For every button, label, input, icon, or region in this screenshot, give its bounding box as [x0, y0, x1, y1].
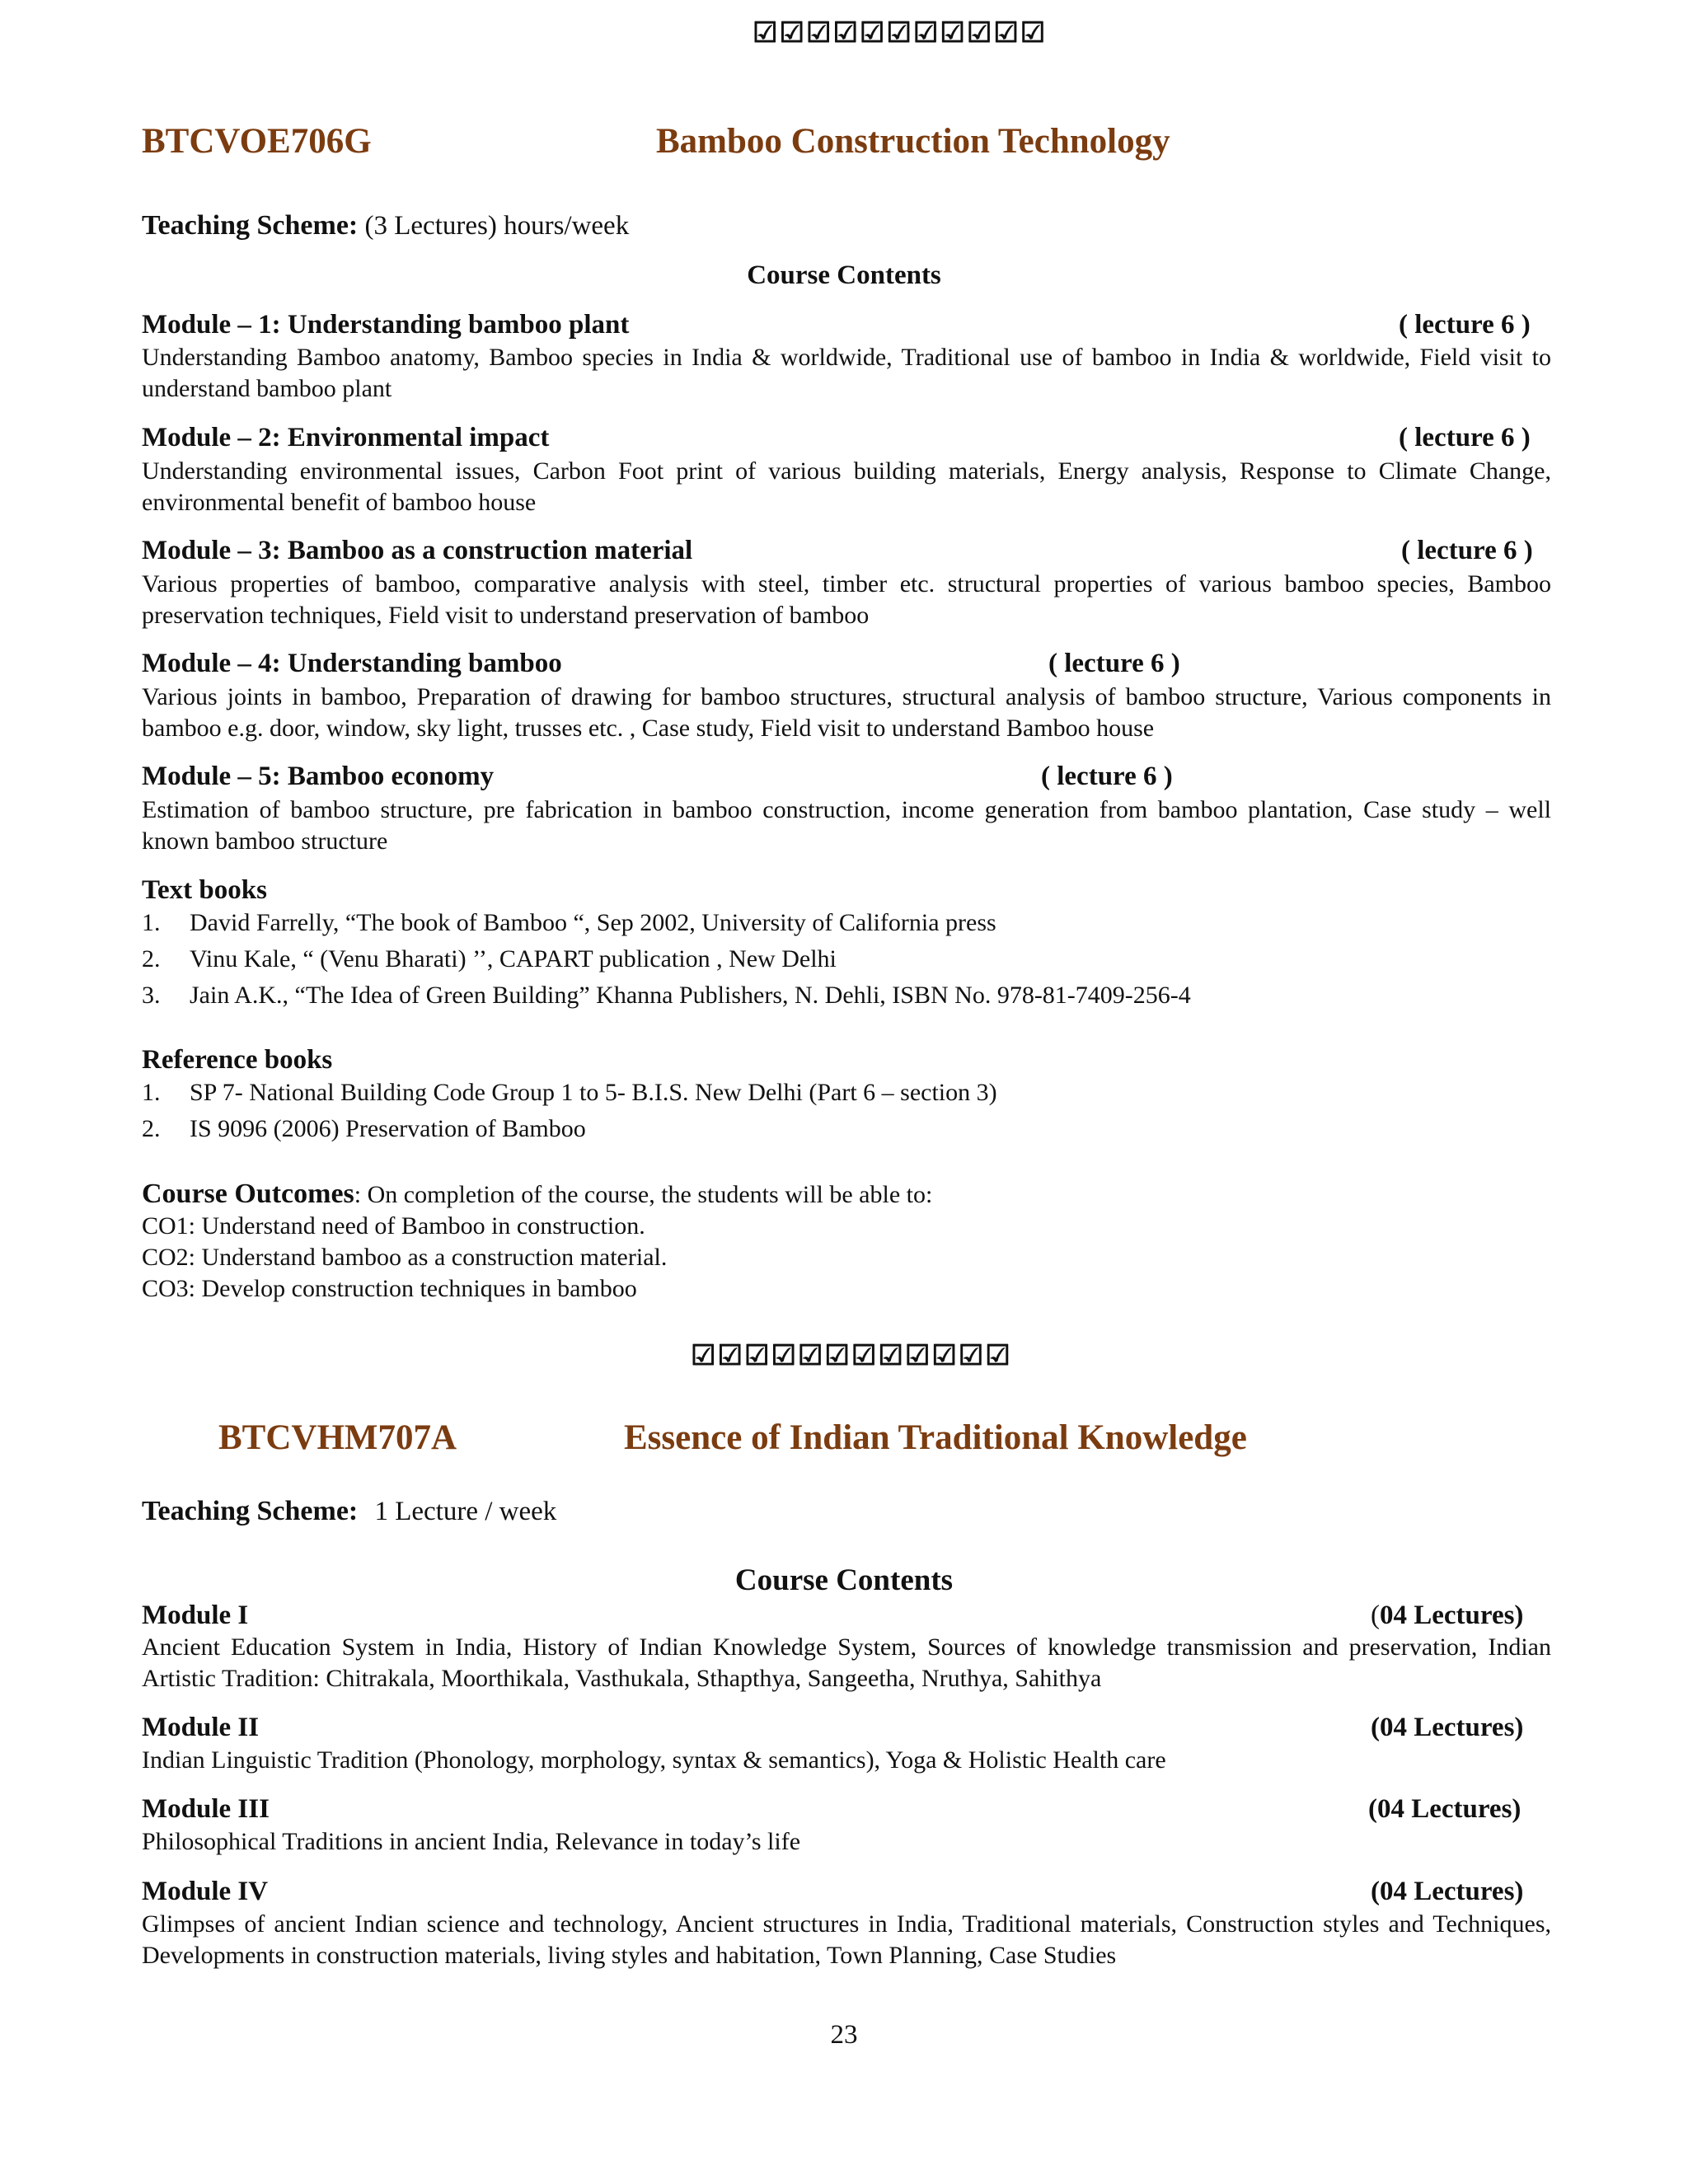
course-contents-heading: Course Contents	[747, 260, 941, 290]
course-outcomes-intro: Course Outcomes: On completion of the course, the students will be able to:	[142, 1179, 933, 1209]
module-lectures: ( lecture 6 )	[1401, 536, 1533, 565]
decorative-checkbox-row-middle: ☑☑☑☑☑☑☑☑☑☑☑☑	[691, 1341, 1012, 1371]
teaching-scheme	[142, 1496, 556, 1527]
course-outcome-item: CO2: Understand bamboo as a construction material.	[142, 1244, 668, 1271]
teaching-scheme-value: (3 Lectures) hours/week	[364, 211, 630, 241]
module-title: Module – 1: Understanding bamboo plant	[142, 310, 630, 340]
textbooks-list	[142, 905, 1191, 1014]
course-title: Essence of Indian Traditional Knowledge	[624, 1418, 1247, 1457]
reference-books-heading: Reference books	[142, 1045, 333, 1075]
module-description: Indian Linguistic Tradition (Phonology, morphology, syntax & semantics), Yoga & Holistic Health care	[142, 1746, 1166, 1774]
teaching-scheme-value: 1 Lecture / week	[374, 1497, 557, 1526]
course-contents-heading: Course Contents	[734, 1563, 954, 1597]
module-lectures: ( lecture 6 )	[1041, 762, 1173, 791]
course-title: Bamboo Construction Technology	[656, 122, 1170, 161]
list-item: 1. SP 7- National Building Code Group 1 to 5- B.I.S. New Delhi (Part 6 – section 3)	[142, 1079, 997, 1106]
module-title: Module – 4: Understanding bamboo	[142, 649, 562, 678]
module-title: Module – 3: Bamboo as a construction material	[142, 536, 693, 565]
teaching-scheme	[142, 210, 629, 241]
textbooks-heading: Text books	[142, 875, 267, 905]
reference-books-list	[142, 1075, 997, 1147]
module-title: Module I	[142, 1601, 249, 1630]
module-title: Module III	[142, 1794, 270, 1824]
module-lectures: ( lecture 6 )	[1399, 423, 1531, 452]
module-title: Module II	[142, 1713, 260, 1742]
course-code: BTCVOE706G	[142, 122, 372, 161]
module-lectures: (04 Lectures)	[1371, 1713, 1524, 1742]
list-item: 2. Vinu Kale, “ (Venu Bharati) ’’, CAPART publication , New Delhi	[142, 945, 837, 972]
module-lectures: (04 Lectures)	[1371, 1877, 1524, 1906]
list-item: 3. Jain A.K., “The Idea of Green Building” Khanna Publishers, N. Dehli, ISBN No. 978-81-7409-256-4	[142, 982, 1191, 1009]
course-outcome-item: CO1: Understand need of Bamboo in construction.	[142, 1212, 645, 1240]
module-description: Glimpses of ancient Indian science and technology, Ancient structures in India, Traditional materials, Construction styles and Techniques, Developments in construction materials, living styles and habitation, Town Planning, Case Studies	[142, 1910, 1551, 1969]
module-lectures: ( lecture 6 )	[1399, 310, 1531, 340]
page-number: 23	[830, 2020, 858, 2050]
module-title: Module IV	[142, 1877, 269, 1906]
course-outcome-item: CO3: Develop construction techniques in bamboo	[142, 1275, 637, 1302]
module-description: Understanding Bamboo anatomy, Bamboo species in India & worldwide, Traditional use of bamboo in India & worldwide, Field visit to understand bamboo plant	[142, 344, 1551, 402]
module-description: Estimation of bamboo structure, pre fabrication in bamboo construction, income generation from bamboo plantation, Case study – well known bamboo structure	[142, 796, 1551, 855]
module-description: Various properties of bamboo, comparative analysis with steel, timber etc. structural properties of various bamboo species, Bamboo preservation techniques, Field visit to understand preservation of bamboo	[142, 570, 1551, 629]
list-item: 2. IS 9096 (2006) Preservation of Bamboo	[142, 1115, 586, 1142]
teaching-scheme-label: Teaching Scheme:	[142, 210, 359, 241]
module-title: Module – 2: Environmental impact	[142, 423, 550, 452]
module-description: Various joints in bamboo, Preparation of drawing for bamboo structures, structural analysis of bamboo structure, Various components in bamboo e.g. door, window, sky light, trusses etc. , Case study, Field visit to understand Bamboo house	[142, 683, 1551, 742]
course-outcomes-label: Course Outcomes	[142, 1179, 354, 1209]
module-description: Understanding environmental issues, Carbon Foot print of various building materials, Energy analysis, Response to Climate Change, environmental benefit of bamboo house	[142, 457, 1551, 516]
teaching-scheme-label: Teaching Scheme:	[142, 1496, 359, 1526]
module-description: Philosophical Traditions in ancient India, Relevance in today’s life	[142, 1828, 801, 1855]
module-lectures: (04 Lectures)	[1371, 1601, 1524, 1630]
module-lectures: ( lecture 6 )	[1048, 649, 1180, 678]
list-item: 1. David Farrelly, “The book of Bamboo “, Sep 2002, University of California press	[142, 909, 996, 936]
module-title: Module – 5: Bamboo economy	[142, 762, 495, 791]
decorative-checkbox-row-top: ☑☑☑☑☑☑☑☑☑☑☑	[753, 18, 1048, 49]
module-description: Ancient Education System in India, History of Indian Knowledge System, Sources of knowledge transmission and preservation, Indian Artistic Tradition: Chitrakala, Moorthikala, Vasthukala, Sthapthya, Sangeetha, Nruthya, Sahithya	[142, 1633, 1551, 1692]
module-lectures: (04 Lectures)	[1368, 1794, 1522, 1824]
course-code: BTCVHM707A	[218, 1418, 457, 1457]
course-outcomes	[142, 1179, 932, 1305]
